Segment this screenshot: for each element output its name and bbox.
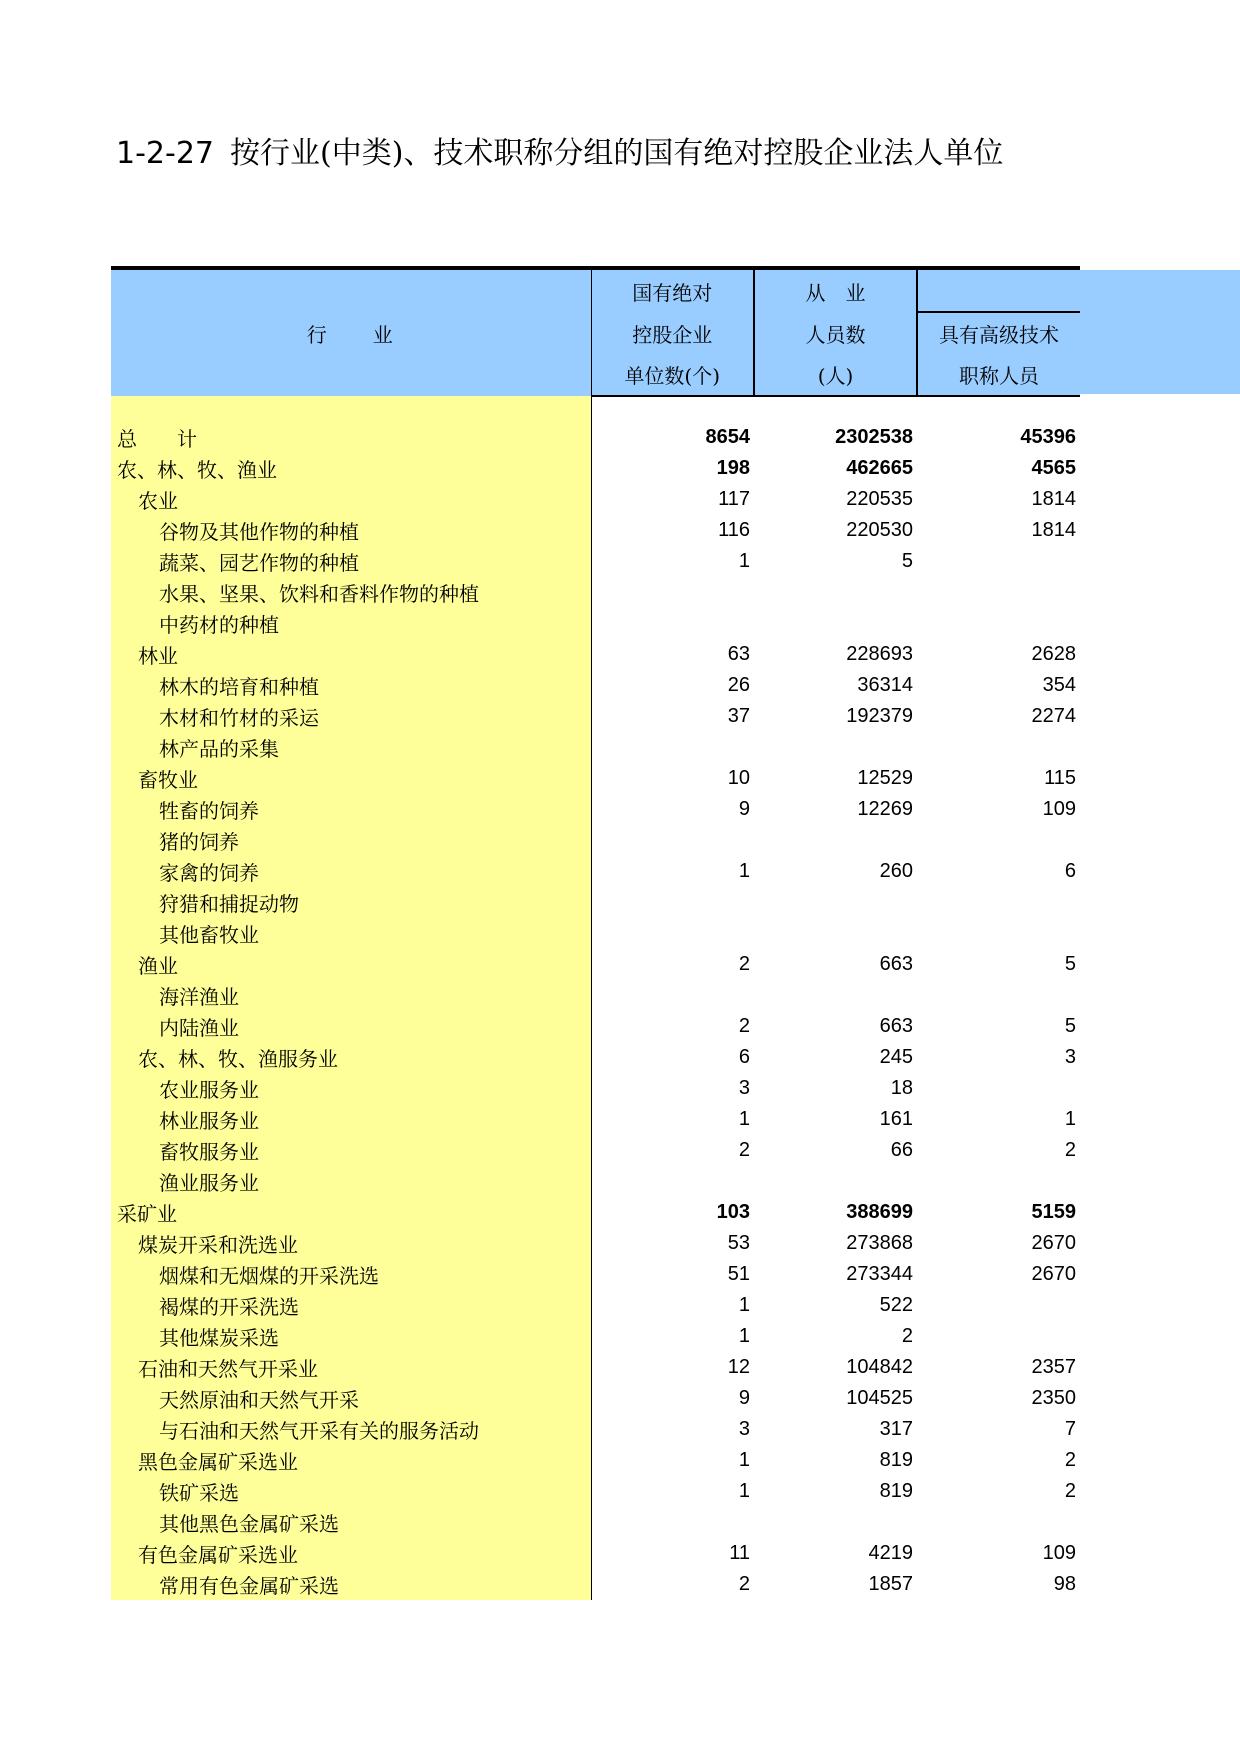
senior-title-count-cell	[917, 1507, 1080, 1538]
employees-count-cell: 2302538	[835, 426, 913, 448]
header-units-line1: 国有绝对	[591, 268, 754, 312]
employees-count-cell: 388699	[846, 1201, 913, 1223]
table-row	[111, 1042, 1080, 1073]
employees-count-cell: 245	[879, 1046, 913, 1068]
units-count-cell: 103	[716, 1201, 750, 1223]
industry-name-cell: 褐煤的开采洗选	[111, 1290, 591, 1321]
senior-title-count-cell: 2350	[1031, 1387, 1076, 1409]
senior-title-count-cell	[917, 825, 1080, 856]
employees-count-cell: 192379	[846, 705, 913, 727]
senior-title-count-cell	[917, 918, 1080, 949]
senior-title-count-cell: 6	[1064, 860, 1076, 882]
table-row	[111, 1476, 1080, 1507]
units-count-cell: 63	[727, 643, 750, 665]
employees-count-cell: 2	[901, 1325, 913, 1347]
employees-count-cell: 104525	[846, 1387, 913, 1409]
employees-count-cell	[754, 887, 917, 918]
units-count-cell: 11	[729, 1542, 750, 1564]
header-blank	[917, 268, 1080, 312]
senior-title-count-cell: 7	[1064, 1418, 1076, 1440]
units-count-cell: 9	[738, 798, 750, 820]
units-count-cell: 3	[738, 1418, 750, 1440]
employees-count-cell: 819	[879, 1480, 913, 1502]
table-row	[111, 1104, 1080, 1135]
table-row	[111, 1569, 1080, 1600]
industry-name-cell: 海洋渔业	[111, 980, 591, 1011]
senior-title-count-cell: 4565	[1031, 457, 1076, 479]
units-count-cell: 117	[718, 488, 750, 510]
employees-count-cell: 18	[890, 1077, 913, 1099]
units-count-cell	[591, 1507, 754, 1538]
units-count-cell: 37	[727, 705, 750, 727]
units-count-cell	[591, 577, 754, 608]
table-row	[111, 422, 1080, 453]
units-count-cell: 1	[738, 1325, 750, 1347]
table-row	[111, 453, 1080, 484]
table-row	[111, 1414, 1080, 1445]
table-row	[111, 918, 1080, 949]
industry-name-cell: 总 计	[111, 422, 591, 453]
units-count-cell: 8654	[705, 426, 750, 448]
units-count-cell	[591, 918, 754, 949]
senior-title-count-cell: 3	[1064, 1046, 1076, 1068]
industry-name-cell: 有色金属矿采选业	[111, 1538, 591, 1569]
industry-name-cell: 其他畜牧业	[111, 918, 591, 949]
employees-count-cell: 819	[879, 1449, 913, 1471]
header-units-line2: 控股企业	[591, 312, 754, 354]
senior-title-count-cell: 2357	[1031, 1356, 1076, 1378]
industry-name-cell: 常用有色金属矿采选	[111, 1569, 591, 1600]
units-count-cell: 1	[738, 1480, 750, 1502]
senior-title-count-cell	[917, 608, 1080, 639]
employees-count-cell: 663	[879, 1015, 913, 1037]
table-row	[111, 980, 1080, 1011]
industry-name-cell: 中药材的种植	[111, 608, 591, 639]
table-row	[111, 670, 1080, 701]
units-count-cell: 53	[727, 1232, 750, 1254]
table-row	[111, 1073, 1080, 1104]
senior-title-count-cell: 5	[1064, 1015, 1076, 1037]
senior-title-count-cell: 5159	[1031, 1201, 1076, 1223]
senior-title-count-cell	[917, 1321, 1080, 1352]
senior-title-count-cell	[917, 546, 1080, 577]
table-row	[111, 1011, 1080, 1042]
units-count-cell	[591, 887, 754, 918]
senior-title-count-cell: 98	[1053, 1573, 1076, 1595]
employees-count-cell	[754, 918, 917, 949]
units-count-cell: 1	[738, 550, 750, 572]
table-row	[111, 1228, 1080, 1259]
senior-title-count-cell: 2628	[1031, 643, 1076, 665]
table-row	[111, 732, 1080, 763]
employees-count-cell: 104842	[846, 1356, 913, 1378]
senior-title-count-cell: 1814	[1031, 488, 1076, 510]
industry-name-cell: 水果、坚果、饮料和香料作物的种植	[111, 577, 591, 608]
header-industry: 行 业	[111, 268, 591, 396]
industry-name-cell: 天然原油和天然气开采	[111, 1383, 591, 1414]
table-row	[111, 1445, 1080, 1476]
senior-title-count-cell	[917, 577, 1080, 608]
table-row	[111, 949, 1080, 980]
employees-count-cell: 273868	[846, 1232, 913, 1254]
industry-name-cell: 农业	[111, 484, 591, 515]
table-row	[111, 577, 1080, 608]
employees-count-cell	[754, 1507, 917, 1538]
units-count-cell: 26	[727, 674, 750, 696]
table-row	[111, 1135, 1080, 1166]
table-row	[111, 1321, 1080, 1352]
industry-name-cell: 采矿业	[111, 1197, 591, 1228]
employees-count-cell	[754, 980, 917, 1011]
header-fill-extension	[1080, 270, 1240, 394]
table-row	[111, 1383, 1080, 1414]
table-row	[111, 1352, 1080, 1383]
senior-title-count-cell: 115	[1044, 767, 1076, 789]
units-count-cell: 1	[738, 1449, 750, 1471]
table-row	[111, 1538, 1080, 1569]
industry-name-cell: 木材和竹材的采运	[111, 701, 591, 732]
senior-title-count-cell: 109	[1042, 798, 1076, 820]
industry-name-cell: 畜牧服务业	[111, 1135, 591, 1166]
table-title-text: 按行业(中类)、技术职称分组的国有绝对控股企业法人单位	[230, 136, 1004, 171]
senior-title-count-cell: 2274	[1031, 705, 1076, 727]
units-count-cell: 116	[718, 519, 750, 541]
table-row	[111, 1166, 1080, 1197]
employees-count-cell: 462665	[846, 457, 913, 479]
table-row	[111, 763, 1080, 794]
industry-name-cell: 农、林、牧、渔业	[111, 453, 591, 484]
employees-count-cell: 522	[879, 1294, 913, 1316]
header-employees-line1: 从 业	[754, 268, 917, 312]
units-count-cell: 12	[727, 1356, 750, 1378]
table-code: 1-2-27	[116, 136, 214, 171]
spreadsheet	[111, 266, 1080, 1606]
employees-count-cell: 36314	[857, 674, 913, 696]
table-row	[111, 1290, 1080, 1321]
senior-title-count-cell: 2	[1064, 1480, 1076, 1502]
industry-name-cell: 与石油和天然气开采有关的服务活动	[111, 1414, 591, 1445]
senior-title-count-cell: 45396	[1020, 426, 1076, 448]
senior-title-count-cell: 1	[1064, 1108, 1076, 1130]
table-row	[111, 515, 1080, 546]
industry-name-cell: 黑色金属矿采选业	[111, 1445, 591, 1476]
senior-title-count-cell	[917, 980, 1080, 1011]
units-count-cell: 2	[738, 953, 750, 975]
senior-title-count-cell: 5	[1064, 953, 1076, 975]
table-row	[111, 825, 1080, 856]
units-count-cell	[591, 825, 754, 856]
employees-count-cell: 12269	[857, 798, 913, 820]
table-row	[111, 1259, 1080, 1290]
industry-name-cell: 狩猎和捕捉动物	[111, 887, 591, 918]
table-row	[111, 1507, 1080, 1538]
units-count-cell: 1	[738, 1108, 750, 1130]
senior-title-count-cell: 2670	[1031, 1263, 1076, 1285]
table-row	[111, 701, 1080, 732]
employees-count-cell: 260	[879, 860, 913, 882]
table-body	[111, 396, 1080, 1600]
senior-title-count-cell	[917, 1166, 1080, 1197]
industry-name-cell: 农、林、牧、渔服务业	[111, 1042, 591, 1073]
employees-count-cell: 161	[879, 1108, 913, 1130]
senior-title-count-cell: 109	[1042, 1542, 1076, 1564]
employees-count-cell: 66	[890, 1139, 913, 1161]
units-count-cell: 1	[738, 860, 750, 882]
employees-count-cell: 273344	[846, 1263, 913, 1285]
industry-name-cell: 牲畜的饲养	[111, 794, 591, 825]
table-row	[111, 484, 1080, 515]
units-count-cell: 10	[727, 767, 750, 789]
senior-title-count-cell	[917, 732, 1080, 763]
units-count-cell: 6	[738, 1046, 750, 1068]
table-row	[111, 1197, 1080, 1228]
senior-title-count-cell: 354	[1042, 674, 1076, 696]
header-senior-line1: 具有高级技术	[917, 312, 1080, 354]
employees-count-cell: 228693	[846, 643, 913, 665]
senior-title-count-cell: 2670	[1031, 1232, 1076, 1254]
employees-count-cell	[754, 577, 917, 608]
industry-name-cell: 林木的培育和种植	[111, 670, 591, 701]
table-row	[111, 608, 1080, 639]
employees-count-cell: 220530	[846, 519, 913, 541]
employees-count-cell	[754, 1166, 917, 1197]
employees-count-cell: 220535	[846, 488, 913, 510]
industry-name-cell: 铁矿采选	[111, 1476, 591, 1507]
industry-name-cell: 内陆渔业	[111, 1011, 591, 1042]
units-count-cell	[591, 980, 754, 1011]
units-count-cell: 2	[738, 1573, 750, 1595]
industry-name-cell: 其他黑色金属矿采选	[111, 1507, 591, 1538]
units-count-cell: 198	[716, 457, 750, 479]
units-count-cell: 3	[738, 1077, 750, 1099]
industry-name-cell: 蔬菜、园艺作物的种植	[111, 546, 591, 577]
units-count-cell: 9	[738, 1387, 750, 1409]
employees-count-cell	[754, 608, 917, 639]
senior-title-count-cell	[917, 1290, 1080, 1321]
industry-name-cell: 林业服务业	[111, 1104, 591, 1135]
units-count-cell: 2	[738, 1139, 750, 1161]
industry-name-cell: 畜牧业	[111, 763, 591, 794]
employees-count-cell: 12529	[857, 767, 913, 789]
table-row	[111, 639, 1080, 670]
table-row	[111, 794, 1080, 825]
industry-name-cell: 石油和天然气开采业	[111, 1352, 591, 1383]
employees-count-cell: 4219	[868, 1542, 913, 1564]
units-count-cell: 2	[738, 1015, 750, 1037]
table-row	[111, 856, 1080, 887]
industry-name-cell: 渔业	[111, 949, 591, 980]
table-row	[111, 546, 1080, 577]
header-employees-line3: (人)	[754, 354, 917, 396]
industry-name-cell: 农业服务业	[111, 1073, 591, 1104]
header-employees-line2: 人员数	[754, 312, 917, 354]
industry-name-cell: 其他煤炭采选	[111, 1321, 591, 1352]
senior-title-count-cell	[917, 887, 1080, 918]
industry-name-cell: 林业	[111, 639, 591, 670]
header-units-line3: 单位数(个)	[591, 354, 754, 396]
senior-title-count-cell: 2	[1064, 1449, 1076, 1471]
industry-name-cell: 林产品的采集	[111, 732, 591, 763]
units-count-cell: 51	[727, 1263, 750, 1285]
employees-count-cell: 1857	[868, 1573, 913, 1595]
units-count-cell	[591, 1166, 754, 1197]
industry-name-cell: 谷物及其他作物的种植	[111, 515, 591, 546]
senior-title-count-cell: 2	[1064, 1139, 1076, 1161]
employees-count-cell: 317	[879, 1418, 913, 1440]
header-senior-line2: 职称人员	[917, 354, 1080, 396]
senior-title-count-cell	[917, 1073, 1080, 1104]
units-count-cell: 1	[738, 1294, 750, 1316]
employees-count-cell: 5	[901, 550, 913, 572]
industry-name-cell: 猪的饲养	[111, 825, 591, 856]
industry-name-cell: 煤炭开采和洗选业	[111, 1228, 591, 1259]
employees-count-cell: 663	[879, 953, 913, 975]
units-count-cell	[591, 608, 754, 639]
employees-count-cell	[754, 732, 917, 763]
senior-title-count-cell: 1814	[1031, 519, 1076, 541]
industry-name-cell: 渔业服务业	[111, 1166, 591, 1197]
employees-count-cell	[754, 825, 917, 856]
units-count-cell	[591, 732, 754, 763]
industry-name-cell: 烟煤和无烟煤的开采洗选	[111, 1259, 591, 1290]
page-title	[116, 128, 1080, 172]
spacer-row	[111, 396, 1080, 422]
table-row	[111, 887, 1080, 918]
table-header	[111, 268, 1080, 396]
data-table	[111, 266, 1080, 1600]
industry-name-cell: 家禽的饲养	[111, 856, 591, 887]
